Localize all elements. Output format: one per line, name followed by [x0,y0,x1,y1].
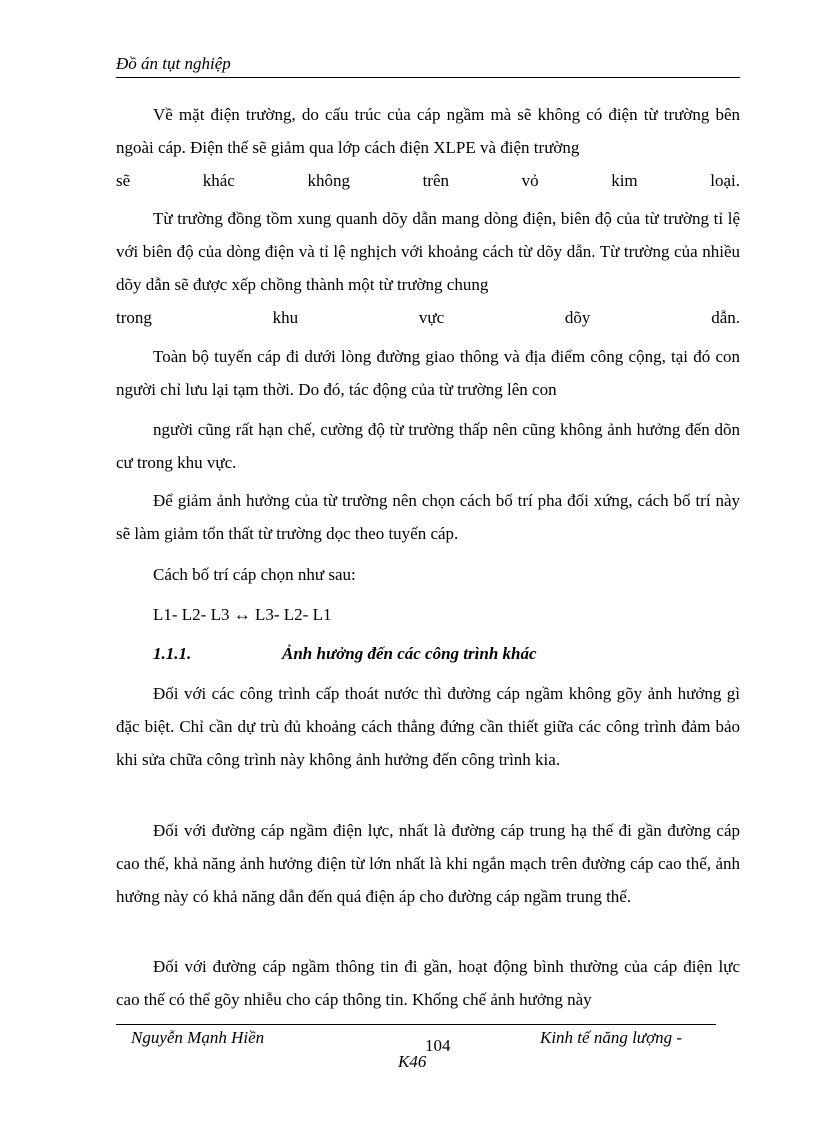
phase-arrangement: L1- L2- L3 ↔ L3- L2- L1 [153,605,332,624]
paragraph-2: Từ trường đồng tồm xung quanh dõy dẫn mang dòng điện, biên độ của từ trường tỉ lệ với biên độ của dòng điện và tỉ lệ nghịch với khoảng cách từ dõy dẫn. Từ trường của nhiều dõy dẫn sẽ được xếp chồng thành một từ trường chung [116,209,740,294]
paragraph-4: Để giảm ảnh hưởng của từ trường nên chọn cách bố trí pha đối xứng, cách bố trí này sẽ làm giảm tổn thất từ trường dọc theo tuyến cáp. [116,491,740,543]
footer-author: Nguyễn Mạnh Hiền [131,1028,265,1047]
paragraph-5: Cách bố trí cáp chọn như sau: [153,565,356,584]
paragraph-3: Toàn bộ tuyến cáp đi dưới lòng đường giao thông và địa điểm công cộng, tại đó con người chỉ lưu lại tạm thời. Do đó, tác động của từ trường lên con [116,347,740,399]
paragraph-2-spread-line: trong khu vực dõy dẫn. [116,308,740,327]
footer-department: Kinh tế năng lượng - [540,1028,683,1047]
footer-rule [116,1024,716,1025]
paragraph-3-continued: người cũng rất hạn chế, cường độ từ trường thấp nên cũng không ảnh hưởng đến dõn cư trong khu vực. [116,420,740,472]
header-rule [116,77,740,78]
paragraph-8: Đối với đường cáp ngầm điện lực, nhất là đường cáp trung hạ thế đi gần đường cáp cao thế, khả năng ảnh hưởng điện từ lớn nhất là khi ngắn mạch trên đường cáp cao thế, ảnh hưởng này có khả năng dẫn đến quá điện áp cho đường cáp ngầm trung thế. [116,821,740,906]
paragraph-1-spread-line: sẽ khác không trên vỏ kim loại. [116,171,740,190]
paragraph-1: Về mặt điện trường, do cấu trúc của cáp ngầm mà sẽ không có điện từ trường bên ngoài cáp. Điện thế sẽ giảm qua lớp cách điện XLPE và điện trường [116,105,740,157]
section-number: 1.1.1. [153,644,192,663]
paragraph-9: Đối với đường cáp ngầm thông tin đi gần, hoạt động bình thường của cáp điện lực cao thế có thể gõy nhiễu cho cáp thông tin. Khống chế ảnh hưởng này [116,957,740,1009]
header-title: Đồ án tụt nghiệp [116,54,231,73]
paragraph-7: Đối với các công trình cấp thoát nước thì đường cáp ngầm không gõy ảnh hưởng gì đặc biệt. Chỉ cần dự trù đủ khoảng cách thẳng đứng cần thiết giữa các công trình đảm bảo khi sửa chữa công trình này không ảnh hưởng đến công trình kia. [116,684,740,769]
page-number: 104 [425,1036,451,1055]
section-title: Ảnh hưởng đến các công trình khác [282,644,537,663]
footer-class: K46 [398,1052,427,1071]
